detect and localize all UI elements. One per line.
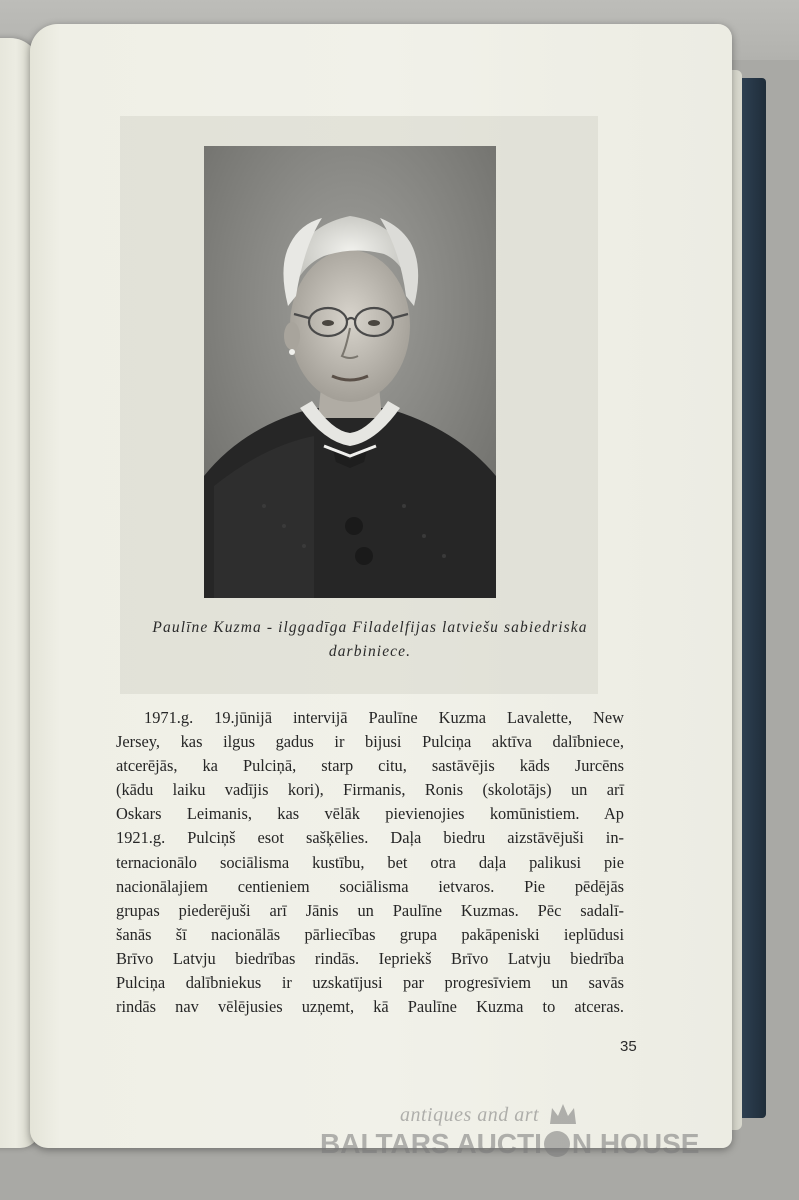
text-line: (kādu laiku vadījis kori), Firmanis, Ronis (skolotājs) un arī xyxy=(116,780,624,800)
text-line: nacionālajiem centieniem sociālisma ietvaros. Pie pēdējās xyxy=(116,876,624,896)
text-line: 1971.g. 19.jūnijā intervijā Paulīne Kuzma Lavalette, New xyxy=(144,708,624,727)
text-line: Brīvo Latvju biedrības rindās. Iepriekš Brīvo Latvju biedrība xyxy=(116,948,624,968)
body-paragraph xyxy=(116,706,624,1019)
photo-caption xyxy=(70,616,670,664)
watermark-logo-o xyxy=(544,1131,570,1157)
crown-icon xyxy=(548,1102,578,1128)
text-line: šanās šī nacionālās pārliecības grupa pakāpeniski ieplūdusi xyxy=(116,924,624,944)
watermark-brand-left: BALTARS AUCTI xyxy=(320,1128,542,1159)
caption-line-2: darbiniece. xyxy=(328,643,412,660)
caption-line-1: Paulīne Kuzma - ilggadīga Filadelfijas latviešu sabiedriska xyxy=(152,619,588,636)
text-line: 1921.g. Pulciņš esot sašķēlies. Daļa biedru aizstāvējuši in- xyxy=(116,828,624,848)
text-line: atcerējās, ka Pulciņā, starp citu, sastāvējis kāds Jurcēns xyxy=(116,756,624,776)
portrait-photo xyxy=(204,146,496,598)
watermark-brand-right: N HOUSE xyxy=(571,1128,700,1159)
watermark-brand xyxy=(320,1128,699,1160)
text-line: rindās nav vēlējusies uzņemt, kā Paulīne Kuzma to atceras. xyxy=(116,997,624,1017)
text-line: Jersey, kas ilgus gadus ir bijusi Pulciņa aktīva dalībniece, xyxy=(116,732,624,752)
text-line: grupas piederējuši arī Jānis un Paulīne Kuzmas. Pēc sadalī- xyxy=(116,900,624,920)
text-line: Oskars Leimanis, kas vēlāk pievienojies komūnistiem. Ap xyxy=(116,804,624,824)
watermark-tagline: antiques and art xyxy=(400,1104,540,1126)
text-line: Pulciņa dalībniekus ir uzskatījusi par progresīviem un savās xyxy=(116,973,624,993)
portrait-icon xyxy=(204,146,496,598)
text-line: ternacionālo sociālisma kustību, bet otra daļa palikusi pie xyxy=(116,852,624,872)
page-number: 35 xyxy=(620,1038,637,1055)
watermark xyxy=(320,1098,720,1178)
